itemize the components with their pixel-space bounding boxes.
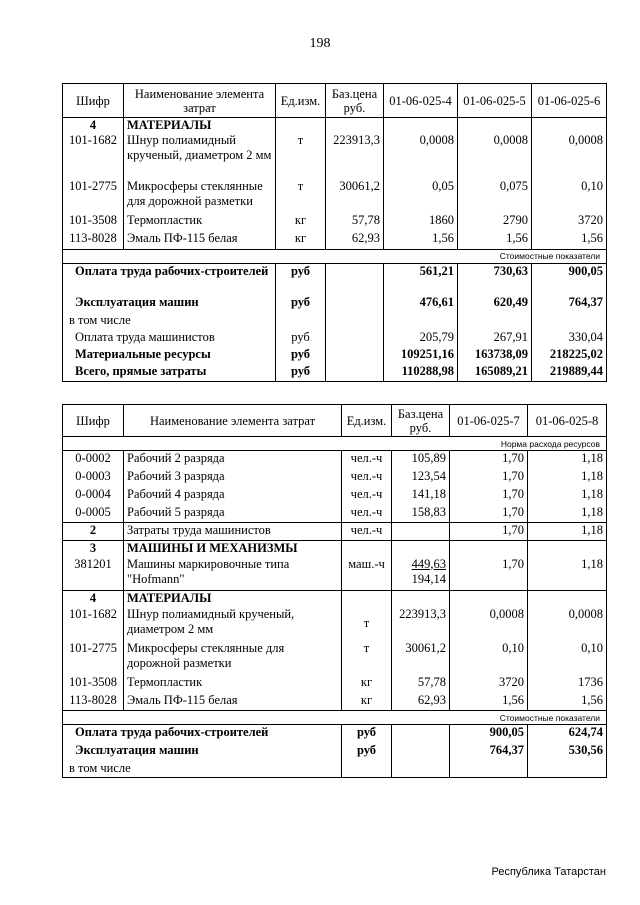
summary-v1: 109251,16: [384, 347, 458, 364]
summary-row: [63, 295, 607, 313]
header-col-2: 01-06-025-5: [458, 84, 532, 118]
cell-code: 2: [63, 523, 124, 541]
section-row: [63, 591, 607, 607]
summary-row: [63, 364, 607, 381]
summary-v3: 900,05: [532, 263, 607, 295]
cell-code: 0-0005: [63, 505, 124, 523]
cell-v2: 0,0008: [458, 133, 532, 179]
cell-price: 223913,3: [326, 133, 384, 179]
cell-code: 101-1682: [63, 133, 124, 179]
cell-name: Термопластик: [124, 675, 342, 693]
cell-price: 223913,3: [392, 607, 450, 641]
table-row: [63, 607, 607, 641]
summary-v2: 163738,09: [458, 347, 532, 364]
table-row: [63, 557, 607, 591]
table-row: [63, 133, 607, 179]
header-price: Баз.цена руб.: [392, 405, 450, 437]
summary-row: [63, 330, 607, 347]
cell-v2: 1,18: [528, 523, 607, 541]
price-primary: 449,63: [411, 556, 446, 571]
cell-v3: 0,10: [532, 179, 607, 213]
table-row: [63, 675, 607, 693]
cell-v1: 3720: [450, 675, 528, 693]
table-row: [63, 523, 607, 541]
cost-indicators-band: Стоимостные показатели: [63, 249, 607, 263]
cell-name: Рабочий 4 разряда: [124, 487, 342, 505]
header-name: Наименование элемента затрат: [124, 405, 342, 437]
summary-unit: руб: [342, 725, 392, 743]
header-code: Шифр: [63, 405, 124, 437]
cell-v1: 1860: [384, 213, 458, 231]
summary-v1: 900,05: [450, 725, 528, 743]
summary-v1: 764,37: [450, 743, 528, 761]
cell-unit: чел.-ч: [342, 451, 392, 469]
header-col-2: 01-06-025-8: [528, 405, 607, 437]
summary-name: Всего, прямые затраты: [63, 364, 276, 381]
cell-code: 0-0003: [63, 469, 124, 487]
resource-table-1: [62, 83, 607, 382]
summary-v2: 620,49: [458, 295, 532, 313]
cell-price: 158,83: [392, 505, 450, 523]
table-row: [63, 487, 607, 505]
cell-unit: т: [276, 179, 326, 213]
cell-unit: чел.-ч: [342, 523, 392, 541]
cell-v1: 1,70: [450, 557, 528, 591]
cell-v1: 0,0008: [384, 133, 458, 179]
cell-unit: кг: [342, 693, 392, 711]
section-title: МАШИНЫ И МЕХАНИЗМЫ: [124, 541, 342, 557]
cost-indicators-band: Стоимостные показатели: [63, 711, 607, 725]
cell-name: Эмаль ПФ-115 белая: [124, 231, 276, 249]
section-code: 3: [63, 541, 124, 557]
table-row: [63, 693, 607, 711]
cell-v3: 3720: [532, 213, 607, 231]
cell-price: 123,54: [392, 469, 450, 487]
cell-v3: 1,56: [532, 231, 607, 249]
cell-unit: чел.-ч: [342, 469, 392, 487]
summary-v2: 730,63: [458, 263, 532, 295]
cell-code: 101-3508: [63, 213, 124, 231]
cell-v1: 1,70: [450, 505, 528, 523]
summary-unit: руб: [276, 330, 326, 347]
cell-name: Рабочий 3 разряда: [124, 469, 342, 487]
table-row: [63, 213, 607, 231]
cell-unit: чел.-ч: [342, 487, 392, 505]
cell-v2: 0,075: [458, 179, 532, 213]
cell-v3: 0,0008: [532, 133, 607, 179]
cell-v2: 0,0008: [528, 607, 607, 641]
summary-row: [63, 347, 607, 364]
cell-name: Эмаль ПФ-115 белая: [124, 693, 342, 711]
cell-v1: 1,70: [450, 523, 528, 541]
summary-v1: 561,21: [384, 263, 458, 295]
summary-row: [63, 313, 607, 330]
header-unit: Ед.изм.: [276, 84, 326, 118]
summary-name: Оплата труда рабочих-строителей: [63, 263, 276, 295]
resource-norm-band: Норма расхода ресурсов: [63, 437, 607, 451]
cell-name: Термопластик: [124, 213, 276, 231]
cell-code: 101-3508: [63, 675, 124, 693]
cell-v2: 1,18: [528, 557, 607, 591]
cell-unit: т: [342, 641, 392, 675]
cell-price: 57,78: [326, 213, 384, 231]
cell-v1: 0,05: [384, 179, 458, 213]
section-code: 4: [63, 591, 124, 607]
summary-unit: руб: [276, 263, 326, 295]
summary-unit: руб: [276, 364, 326, 381]
cell-name: Рабочий 2 разряда: [124, 451, 342, 469]
cell-v2: 1,18: [528, 487, 607, 505]
header-price: Баз.цена руб.: [326, 84, 384, 118]
summary-name: Эксплуатация машин: [63, 743, 342, 761]
table-row: [63, 641, 607, 675]
cell-unit: т: [276, 133, 326, 179]
cell-code: 101-2775: [63, 641, 124, 675]
cell-v2: 1,56: [458, 231, 532, 249]
cell-name: Микросферы стеклянные для дорожной разметки: [124, 641, 342, 675]
summary-v1: 476,61: [384, 295, 458, 313]
summary-name: Оплата труда машинистов: [63, 330, 276, 347]
header-col-1: 01-06-025-4: [384, 84, 458, 118]
summary-name: Эксплуатация машин: [63, 295, 276, 313]
cell-v2: 1,56: [528, 693, 607, 711]
summary-row: [63, 761, 607, 778]
summary-unit: руб: [276, 347, 326, 364]
summary-v1: 205,79: [384, 330, 458, 347]
cell-v2: 1736: [528, 675, 607, 693]
summary-v3: 219889,44: [532, 364, 607, 381]
cell-v2: 1,18: [528, 505, 607, 523]
header-unit: Ед.изм.: [342, 405, 392, 437]
cell-price: 30061,2: [326, 179, 384, 213]
cell-unit: кг: [276, 213, 326, 231]
cell-unit: маш.-ч: [342, 557, 392, 591]
cell-code: 0-0002: [63, 451, 124, 469]
summary-name: в том числе: [63, 761, 342, 778]
cell-v1: 1,70: [450, 469, 528, 487]
cell-unit: т: [342, 607, 392, 641]
summary-v2: 267,91: [458, 330, 532, 347]
cell-price: 141,18: [392, 487, 450, 505]
table-row: [63, 469, 607, 487]
table-row: [63, 231, 607, 249]
price-secondary: 194,14: [411, 571, 446, 586]
summary-v2: 165089,21: [458, 364, 532, 381]
cell-name: Машины маркировочные типа "Hofmann": [124, 557, 342, 591]
section-title: МАТЕРИАЛЫ: [124, 591, 342, 607]
cell-name: Рабочий 5 разряда: [124, 505, 342, 523]
header-col-3: 01-06-025-6: [532, 84, 607, 118]
summary-name: в том числе: [63, 313, 276, 330]
table-row: [63, 505, 607, 523]
cell-v2: 1,18: [528, 469, 607, 487]
page-number: 198: [309, 36, 331, 51]
summary-v1: 110288,98: [384, 364, 458, 381]
cell-code: 113-8028: [63, 693, 124, 711]
section-title: МАТЕРИАЛЫ: [124, 118, 276, 134]
cell-v1: 0,10: [450, 641, 528, 675]
cell-v1: 1,56: [384, 231, 458, 249]
cell-name: Шнур полиамидный крученый, диаметром 2 мм: [124, 607, 342, 641]
table-row: [63, 451, 607, 469]
summary-v3: 764,37: [532, 295, 607, 313]
cell-name: Шнур полиамидный крученый, диаметром 2 мм: [124, 133, 276, 179]
header-name: Наименование элемента затрат: [124, 84, 276, 118]
cell-code: 101-1682: [63, 607, 124, 641]
summary-row: [63, 725, 607, 743]
header-col-1: 01-06-025-7: [450, 405, 528, 437]
cell-name: Микросферы стеклянные для дорожной разметки: [124, 179, 276, 213]
summary-v3: 218225,02: [532, 347, 607, 364]
footer-region: Республика Татарстан: [491, 866, 606, 878]
summary-v3: 330,04: [532, 330, 607, 347]
section-row: [63, 541, 607, 557]
summary-row: [63, 263, 607, 295]
summary-v2: 530,56: [528, 743, 607, 761]
cell-v1: 1,56: [450, 693, 528, 711]
cell-price: 30061,2: [392, 641, 450, 675]
cell-price: 105,89: [392, 451, 450, 469]
cell-price: 57,78: [392, 675, 450, 693]
cell-price: 62,93: [392, 693, 450, 711]
cell-name: Затраты труда машинистов: [124, 523, 342, 541]
cell-price: [392, 557, 450, 591]
cell-v2: 0,10: [528, 641, 607, 675]
summary-name: Материальные ресурсы: [63, 347, 276, 364]
cell-unit: кг: [342, 675, 392, 693]
cell-price: 62,93: [326, 231, 384, 249]
cell-v2: 1,18: [528, 451, 607, 469]
cell-v2: 2790: [458, 213, 532, 231]
summary-unit: руб: [342, 743, 392, 761]
cell-unit: кг: [276, 231, 326, 249]
cell-code: 381201: [63, 557, 124, 591]
cell-code: 0-0004: [63, 487, 124, 505]
table-row: [63, 179, 607, 213]
cell-unit: чел.-ч: [342, 505, 392, 523]
summary-v2: 624,74: [528, 725, 607, 743]
section-row: [63, 118, 607, 134]
resource-table-2: [62, 404, 607, 778]
cell-code: 101-2775: [63, 179, 124, 213]
header-code: Шифр: [63, 84, 124, 118]
cell-v1: 0,0008: [450, 607, 528, 641]
summary-unit: руб: [276, 295, 326, 313]
section-code: 4: [63, 118, 124, 134]
summary-row: [63, 743, 607, 761]
cell-v1: 1,70: [450, 451, 528, 469]
cell-code: 113-8028: [63, 231, 124, 249]
cell-v1: 1,70: [450, 487, 528, 505]
summary-name: Оплата труда рабочих-строителей: [63, 725, 342, 743]
